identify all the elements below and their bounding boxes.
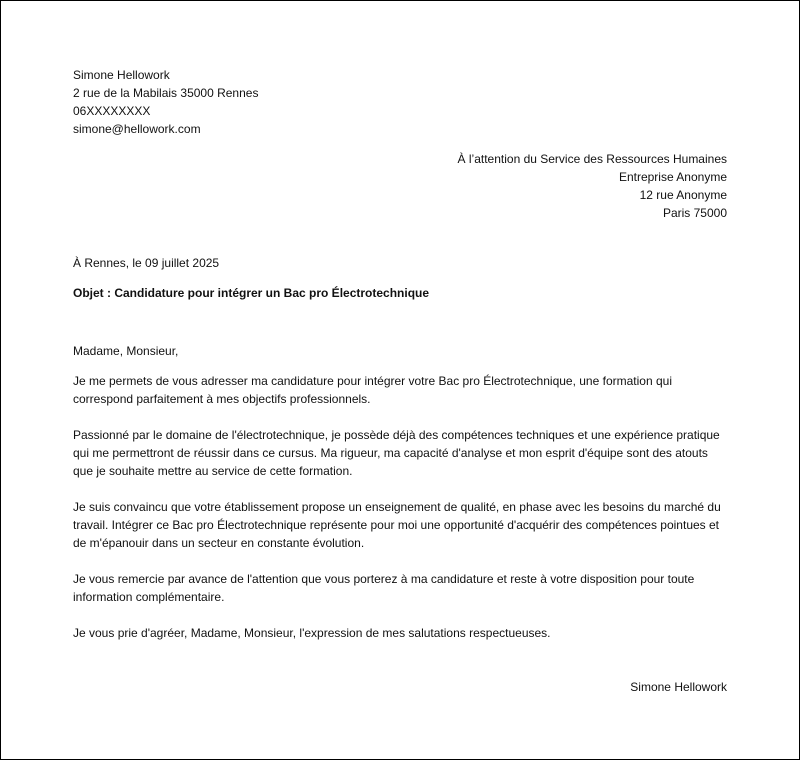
sender-address: 2 rue de la Mabilais 35000 Rennes — [73, 86, 259, 100]
recipient-street: 12 rue Anonyme — [639, 188, 727, 202]
body-paragraph-closing: Je vous prie d'agréer, Madame, Monsieur, l'expression de mes salutations respectueuses. — [73, 626, 551, 640]
letter-subject: Objet : Candidature pour intégrer un Bac pro Électrotechnique — [73, 286, 430, 300]
body-paragraph-motivation: Je suis convaincu que votre établissement propose un enseignement de qualité, en phase avec les besoins du marché du travail. Intégrer ce Bac pro Électrotechnique représente pour moi une opportunité d'acquérir des compétences pointues et de m'épanouir dans un secteur en constante évolution. — [73, 500, 721, 550]
body-paragraph-skills: Passionné par le domaine de l'électrotechnique, je possède déjà des compétences techniques et une expérience pratique qui me permettront de réussir dans ce cursus. Ma rigueur, ma capacité d'analyse et mon esprit d'équipe sont des atouts que je souhaite mettre au service de cette formation. — [73, 428, 720, 478]
sender-phone: 06XXXXXXXX — [73, 104, 151, 118]
sender-name: Simone Hellowork — [73, 68, 170, 82]
sender-block — [73, 66, 727, 138]
recipient-city: Paris 75000 — [662, 206, 727, 220]
body-paragraph-intro: Je me permets de vous adresser ma candidature pour intégrer votre Bac pro Électrotechnique, une formation qui correspond parfaitement à mes objectifs professionnels. — [73, 374, 672, 406]
letter-date: À Rennes, le 09 juillet 2025 — [73, 256, 220, 270]
recipient-attention: À l’attention du Service des Ressources Humaines — [457, 152, 727, 166]
letter-greeting: Madame, Monsieur, — [73, 344, 179, 358]
body-paragraph-thanks: Je vous remercie par avance de l'attention que vous porterez à ma candidature et reste à votre disposition pour toute information complémentaire. — [73, 572, 695, 604]
letter-body — [73, 372, 727, 642]
recipient-block — [73, 150, 727, 222]
recipient-company: Entreprise Anonyme — [618, 170, 727, 184]
signature: Simone Hellowork — [630, 680, 727, 694]
sender-email: simone@hellowork.com — [73, 122, 201, 136]
